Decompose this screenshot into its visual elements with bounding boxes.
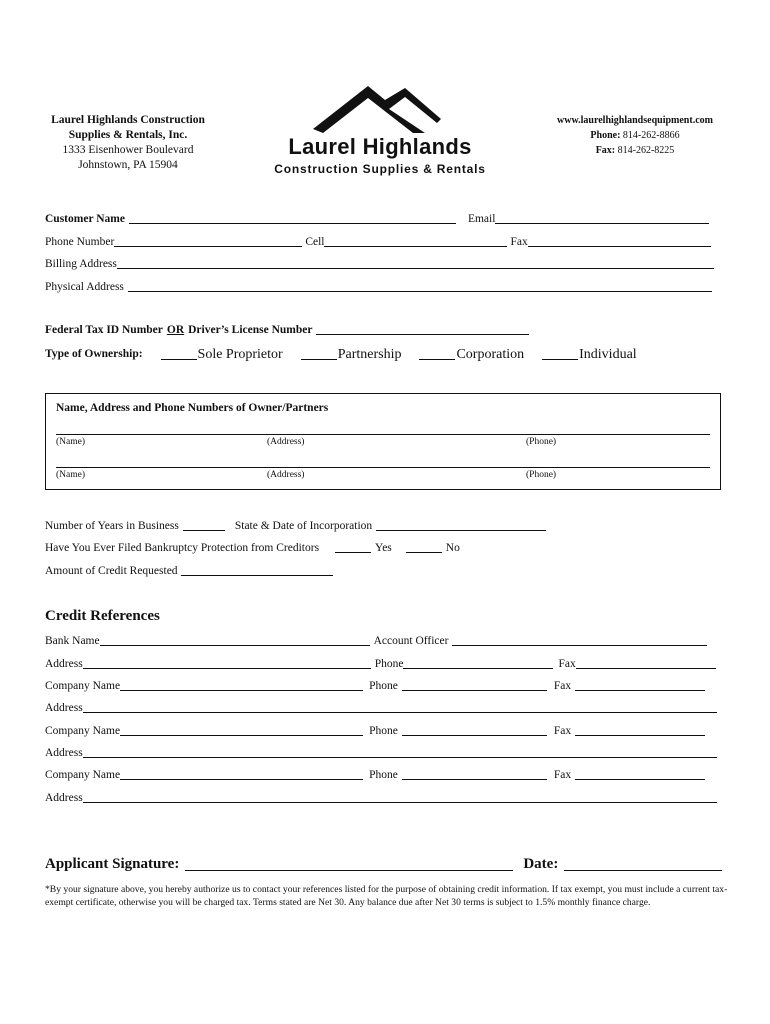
ownership-option-partnership[interactable]: Partnership <box>301 347 402 363</box>
physical-address-field[interactable] <box>128 279 712 292</box>
ownership-option-sole-proprietor[interactable]: Sole Proprietor <box>161 347 283 363</box>
tax-id-field[interactable] <box>316 322 529 335</box>
phone-number-field[interactable] <box>114 234 302 247</box>
owner1-phone-caption: (Phone) <box>526 437 557 447</box>
company1-phone-field[interactable] <box>402 678 547 691</box>
email-field[interactable] <box>495 211 709 224</box>
company3-fax-label: Fax <box>553 769 572 781</box>
account-officer-field[interactable] <box>452 633 707 646</box>
owner2-line[interactable] <box>56 467 710 468</box>
company1-address-field[interactable] <box>83 700 717 713</box>
company3-phone-label: Phone <box>369 769 398 781</box>
bank-fax-label: Fax <box>558 658 576 670</box>
street-address: 1333 Eisenhower Boulevard <box>62 144 194 156</box>
years-in-business-field[interactable] <box>183 518 225 531</box>
cell-field[interactable] <box>324 234 507 247</box>
customer-fax-field[interactable] <box>528 234 711 247</box>
owners-box-title: Name, Address and Phone Numbers of Owner/Partners <box>56 402 329 414</box>
drivers-license-label: Driver’s License Number <box>188 324 313 336</box>
ownership-row <box>45 347 637 363</box>
company3-address-row <box>45 790 717 804</box>
logo-wordmark <box>262 134 498 176</box>
tax-id-label: Federal Tax ID Number <box>45 324 163 336</box>
company1-address-label: Address <box>45 702 83 714</box>
billing-address-label: Billing Address <box>45 258 117 270</box>
owner2-name-caption: (Name) <box>56 470 86 480</box>
company1-fax-field[interactable] <box>575 678 705 691</box>
company1-name-field[interactable] <box>120 678 363 691</box>
company1-address-row <box>45 700 717 714</box>
company2-phone-label: Phone <box>369 725 398 737</box>
company2-fax-field[interactable] <box>575 723 705 736</box>
date-label: Date: <box>523 856 559 872</box>
bankruptcy-yes-field[interactable] <box>335 540 371 553</box>
company2-name-label: Company Name <box>45 725 121 737</box>
credit-requested-label: Amount of Credit Requested <box>45 565 178 577</box>
phone-number-label: Phone Number <box>45 236 115 248</box>
customer-name-row <box>45 211 709 225</box>
credit-requested-field[interactable] <box>181 563 333 576</box>
credit-requested-row <box>45 563 333 577</box>
cell-label: Cell <box>305 236 325 248</box>
company1-row <box>45 678 705 692</box>
company-address-block <box>0 113 256 173</box>
company-name-line2: Supplies & Rentals, Inc. <box>68 129 188 141</box>
company3-fax-field[interactable] <box>575 767 705 780</box>
account-officer-label: Account Officer <box>373 635 449 647</box>
owner2-phone-caption: (Phone) <box>526 470 557 480</box>
ownership-option-corporation[interactable]: Corporation <box>419 347 524 363</box>
signature-row <box>45 856 722 873</box>
company1-phone-label: Phone <box>369 680 398 692</box>
bank-row <box>45 633 707 647</box>
company1-name-label: Company Name <box>45 680 121 692</box>
city-state-zip: Johnstown, PA 15904 <box>78 159 178 171</box>
owner1-address-caption: (Address) <box>267 437 305 447</box>
fax-value: 814-262-8225 <box>615 145 675 156</box>
bankruptcy-no-field[interactable] <box>406 540 442 553</box>
customer-name-label: Customer Name <box>45 213 125 225</box>
company2-address-row <box>45 745 717 759</box>
company2-phone-field[interactable] <box>402 723 547 736</box>
applicant-signature-label: Applicant Signature: <box>45 856 180 872</box>
bankruptcy-row <box>45 540 460 554</box>
bank-fax-field[interactable] <box>576 656 716 669</box>
bank-address-label: Address <box>45 658 83 670</box>
credit-references-title: Credit References <box>45 608 160 624</box>
company2-address-field[interactable] <box>83 745 717 758</box>
company2-fax-label: Fax <box>553 725 572 737</box>
company2-address-label: Address <box>45 747 83 759</box>
business-years-row <box>45 518 546 532</box>
applicant-signature-field[interactable] <box>185 856 513 871</box>
company1-fax-label: Fax <box>553 680 572 692</box>
company2-name-field[interactable] <box>120 723 363 736</box>
company3-name-label: Company Name <box>45 769 121 781</box>
bank-name-field[interactable] <box>100 633 370 646</box>
ownership-option-individual[interactable]: Individual <box>542 347 637 363</box>
company3-phone-field[interactable] <box>402 767 547 780</box>
tax-id-or: OR <box>166 324 185 336</box>
website-link: www.laurelhighlandsequipment.com <box>557 115 713 126</box>
owners-box <box>45 393 721 490</box>
phone-row <box>45 234 711 248</box>
customer-fax-label: Fax <box>510 236 528 248</box>
tax-id-row <box>45 322 529 336</box>
company-name-line1: Laurel Highlands Construction <box>51 114 205 126</box>
disclaimer-text: *By your signature above, you hereby authorize us to contact your references listed for the purpose of obtaining credit information. If tax exempt, you must include a current tax-exempt certificate, otherwise you will be charged tax. Terms stated are Net 30. Any balance due after Net 30 terms is subject to 1.5% monthly finance charge. <box>45 884 728 908</box>
company3-address-label: Address <box>45 792 83 804</box>
billing-address-row <box>45 256 714 270</box>
contact-block <box>540 113 730 158</box>
ownership-label: Type of Ownership: <box>45 348 143 360</box>
fax-label: Fax: <box>595 145 616 156</box>
roof-logo-icon <box>313 82 443 134</box>
customer-name-field[interactable] <box>129 211 456 224</box>
company2-row <box>45 723 705 737</box>
bank-address-row <box>45 656 716 670</box>
company3-name-field[interactable] <box>120 767 363 780</box>
billing-address-field[interactable] <box>117 256 714 269</box>
physical-address-label: Physical Address <box>45 281 124 293</box>
owner2-address-caption: (Address) <box>267 470 305 480</box>
bank-name-label: Bank Name <box>45 635 100 647</box>
incorporation-label: State & Date of Incorporation <box>234 520 373 532</box>
date-field[interactable] <box>564 856 722 871</box>
phone-value: 814-262-8866 <box>620 130 680 141</box>
incorporation-field[interactable] <box>376 518 546 531</box>
email-label: Email <box>467 213 496 225</box>
logo-title: Laurel Highlands <box>288 134 472 159</box>
logo-subtitle: Construction Supplies & Rentals <box>274 162 486 176</box>
owner1-name-caption: (Name) <box>56 437 86 447</box>
bankruptcy-no-label: No <box>445 542 460 554</box>
bankruptcy-yes-label: Yes <box>375 542 392 554</box>
phone-label: Phone: <box>590 130 621 141</box>
bankruptcy-label: Have You Ever Filed Bankruptcy Protection from Creditors <box>45 542 320 554</box>
years-in-business-label: Number of Years in Business <box>45 520 179 532</box>
bank-phone-label: Phone <box>374 658 404 670</box>
bank-phone-field[interactable] <box>403 656 553 669</box>
company3-row <box>45 767 705 781</box>
company3-address-field[interactable] <box>83 790 717 803</box>
bank-address-field[interactable] <box>83 656 371 669</box>
physical-address-row <box>45 279 712 293</box>
owner1-line[interactable] <box>56 434 710 435</box>
